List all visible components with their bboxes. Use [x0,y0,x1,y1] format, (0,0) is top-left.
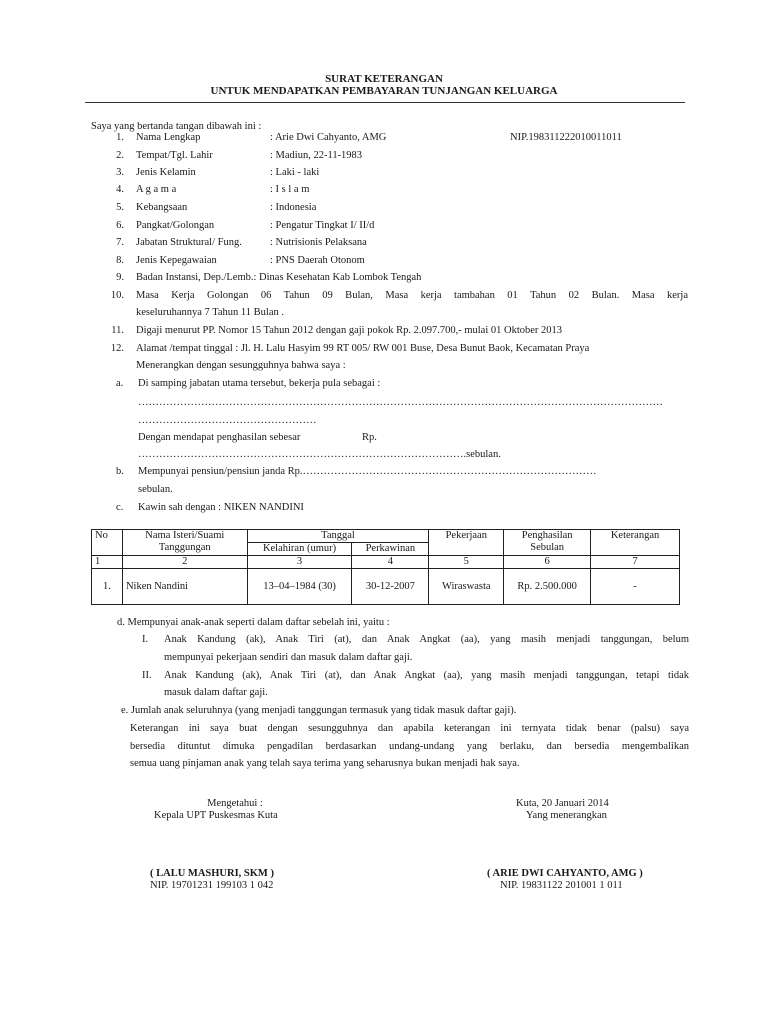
closing-line3: semua uang pinjaman anak yang telah saya terima yang seharusnya bukan menjadi hak saya. [130,758,520,769]
section-c-label: c. [116,502,124,513]
section-a-dotted-line: …………………………………………… [138,415,317,426]
table-index-cell: 5 [429,556,504,569]
signature-right-title: Yang menerangkan [526,810,607,821]
column-header-name [122,530,247,556]
section-d-ii-label: II. [142,670,152,681]
field-value: : Nutrisionis Pelaksana [270,237,367,248]
field-number: 9. [116,272,124,283]
header-divider [85,102,685,103]
row-income: Rp. 2.500.000 [504,569,591,605]
row-occupation: Wiraswasta [429,569,504,605]
closing-line2: bersedia dituntut dimuka pengadilan berdasarkan undang-undang yang berlaku, dan bersedia mengembalikan [130,741,689,752]
field-label: Nama Lengkap [136,132,201,143]
spouse-table [91,529,680,605]
table-index-cell: 7 [591,556,680,569]
column-header-name-line1: Nama Isteri/Suami [145,530,225,541]
section-d-text: d. Mempunyai anak-anak seperti dalam daftar sebelah ini, yaitu : [117,617,390,628]
column-header-perkawinan: Perkawinan [352,543,429,556]
section-b-text: Mempunyai pensiun/pensiun janda Rp.………………………………………………………………………… [138,466,597,477]
field-number: 4. [116,184,124,195]
signature-left-title: Kepala UPT Puskesmas Kuta [154,810,278,821]
field-value: : Madiun, 22-11-1983 [270,150,363,161]
column-header-penghasilan [504,530,591,556]
section-d-ii-line1: Anak Kandung (ak), Anak Tiri (at), dan Anak Angkat (aa), yang masih menjadi tanggungan, tetapi tidak [164,670,689,681]
signature-left-name: ( LALU MASHURI, SKM ) [150,868,274,879]
table-index-row [92,556,680,569]
section-d-i-line1: Anak Kandung (ak), Anak Tiri (at), dan Anak Angkat (aa), yang masih menjadi tanggungan, belum [164,634,689,645]
field-value: : Indonesia [270,202,317,213]
closing-line1: Keterangan ini saya buat dengan sesungguhnya dan apabila keterangan ini ternyata tidak benar (palsu) saya [130,723,689,734]
service-period-line1: Masa Kerja Golongan 06 Tahun 09 Bulan, Masa kerja tambahan 01 Tahun 02 Bulan. Masa kerja [136,290,688,301]
signature-right-nip: NIP. 19831122 201001 1 011 [500,880,623,891]
section-d-i-label: I. [142,634,149,645]
section-b-label: b. [116,466,124,477]
field-number: 7. [116,237,124,248]
table-index-cell: 3 [247,556,352,569]
column-header-kelahiran: Kelahiran (umur) [247,543,352,556]
field-value: : PNS Daerah Otonom [270,255,365,266]
field-label: Jenis Kelamin [136,167,196,178]
field-number: 1. [116,132,124,143]
section-d-i-line2: mempunyai pekerjaan sendiri dan masuk dalam daftar gaji. [164,652,413,663]
table-header-row [92,530,680,543]
field-label: Pangkat/Golongan [136,220,215,231]
column-header-tanggal: Tanggal [247,530,429,543]
document-subtitle: UNTUK MENDAPATKAN PEMBAYARAN TUNJANGAN KELUARGA [210,85,558,97]
column-header-keterangan: Keterangan [591,530,680,556]
field-value: : Laki - laki [270,167,320,178]
agency-line: Badan Instansi, Dep./Lemb.: Dinas Kesehatan Kab Lombok Tengah [136,272,422,283]
column-header-penghasilan-line2: Sebulan [530,542,565,553]
nip-value: NIP.198311222010011011 [510,132,622,143]
field-value: : I s l a m [270,184,310,195]
field-number: 8. [116,255,124,266]
salary-line: Digaji menurut PP. Nomor 15 Tahun 2012 dengan gaji pokok Rp. 2.097.700,- mulai 01 Oktober 2013 [136,325,563,336]
spouse-line: Kawin sah dengan : NIKEN NANDINI [138,502,304,513]
row-note: - [591,569,680,605]
column-header-pekerjaan: Pekerjaan [429,530,504,556]
income-currency: Rp. [362,432,377,443]
field-label: Tempat/Tgl. Lahir [136,150,213,161]
field-number: 6. [116,220,124,231]
table-index-cell: 4 [352,556,429,569]
income-label: Dengan mendapat penghasilan sebesar [138,432,301,443]
field-label: Jabatan Struktural/ Fung. [136,237,242,248]
field-number: 10. [110,290,124,301]
field-number: 2. [116,150,124,161]
field-value: : Arie Dwi Cahyanto, AMG [270,132,387,143]
section-a-label: a. [116,378,124,389]
signature-left-label: Mengetahui : [207,798,263,809]
row-name: Niken Nandini [122,569,247,605]
table-index-cell: 1 [92,556,123,569]
declaration-text: Menerangkan dengan sesungguhnya bahwa saya : [136,360,346,371]
field-number: 11. [111,325,124,336]
address-line: Alamat /tempat tinggal : Jl. H. Lalu Hasyim 99 RT 005/ RW 001 Buse, Desa Bunut Baok, Kecamatan Praya [136,343,590,354]
table-index-cell: 2 [122,556,247,569]
section-e-text: e. Jumlah anak seluruhnya (yang menjadi tanggungan termasuk yang tidak masuk daftar gaji). [121,705,517,716]
section-a-text: Di samping jabatan utama tersebut, bekerja pula sebagai : [138,378,381,389]
field-number: 12. [110,343,124,354]
intro-text: Saya yang bertanda tangan dibawah ini : [91,121,262,132]
field-number: 3. [116,167,124,178]
field-label: Kebangsaan [136,202,188,213]
column-header-no: No [92,530,123,556]
signature-left-nip: NIP. 19701231 199103 1 042 [150,880,274,891]
table-index-cell: 6 [504,556,591,569]
field-label: Jenis Kepegawaian [136,255,217,266]
row-marriage: 30-12-2007 [352,569,429,605]
service-period-line2: keseluruhannya 7 Tahun 11 Bulan . [136,307,284,318]
field-value: : Pengatur Tingkat I/ II/d [270,220,375,231]
section-d-ii-line2: masuk dalam daftar gaji. [164,687,268,698]
section-b-text2: sebulan. [138,484,173,495]
row-birth: 13–04–1984 (30) [247,569,352,605]
section-a-dotted-line: …………………………………………………………………………………………………………………………………… [138,397,663,408]
income-dotted-line: ………………………………………………………………………………….sebulan. [138,449,501,460]
table-row [92,569,680,605]
row-no: 1. [92,569,123,605]
column-header-name-line2: Tanggungan [158,542,211,553]
signature-right-place-date: Kuta, 20 Januari 2014 [516,798,609,809]
field-number: 5. [116,202,124,213]
column-header-penghasilan-line1: Penghasilan [521,530,573,541]
signature-right-name: ( ARIE DWI CAHYANTO, AMG ) [487,868,643,879]
document-title: SURAT KETERANGAN [325,73,443,85]
field-label: A g a m a [136,184,177,195]
